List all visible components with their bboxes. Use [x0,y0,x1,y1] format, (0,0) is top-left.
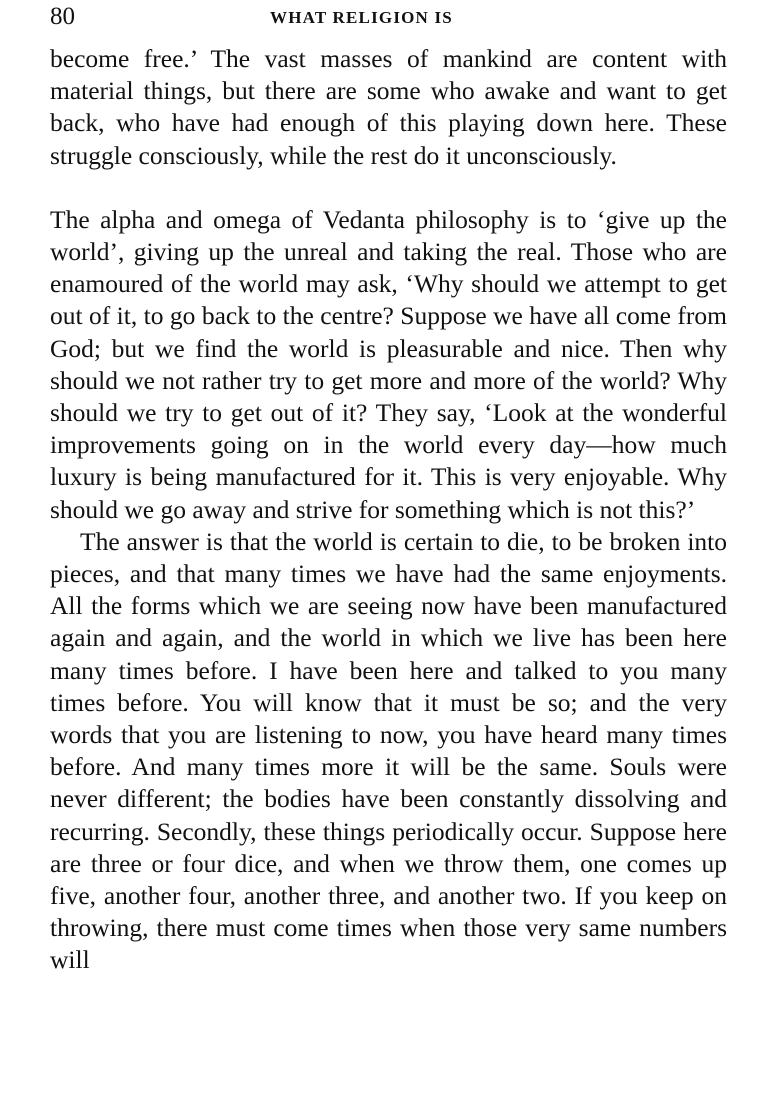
page-header [50,2,730,32]
paragraph-3: The answer is that the world is certain to die, to be broken into pieces, and that many times we have had the same enjoyments. All the forms which we are seeing now have been manufactured again and again, and the world in which we live has been here many times before. I have been here and talked to you many times before. You will know that it must be so; and the very words that you are listening to now, you have heard many times before. And many times more it will be the same. Souls were never different; the bodies have been constantly dissolving and recurring. Secondly, these things periodically occur. Suppose here are three or four dice, and when we throw them, one comes up five, another four, another three, and another two. If you keep on throwing, there must come times when those very same numbers will [50,526,727,975]
paragraph-1: become free.’ The vast masses of mankind are content with material things, but there are some who awake and want to get back, who have had enough of this playing down here. These struggle consciously, while the rest do it unconsciously. [50,44,727,170]
body-text [50,43,727,977]
page-number: 80 [50,3,75,30]
paragraph-2: The alpha and omega of Vedanta philosophy is to ‘give up the world’, giving up the unreal and taking the real. Those who are enamoured of the world may ask, ‘Why should we attempt to get out of it, to go back to the centre? Suppose we have all come from God; but we find the world is pleasurable and nice. Then why should we not rather try to get more and more of the world? Why should we try to get out of it? They say, ‘Look at the wonderful improvements going on in the world every day—how much luxury is being manufactured for it. This is very enjoyable. Why should we go away and strive for something which is not this?’ [50,204,727,524]
running-head: WHAT RELIGION IS [270,8,453,27]
